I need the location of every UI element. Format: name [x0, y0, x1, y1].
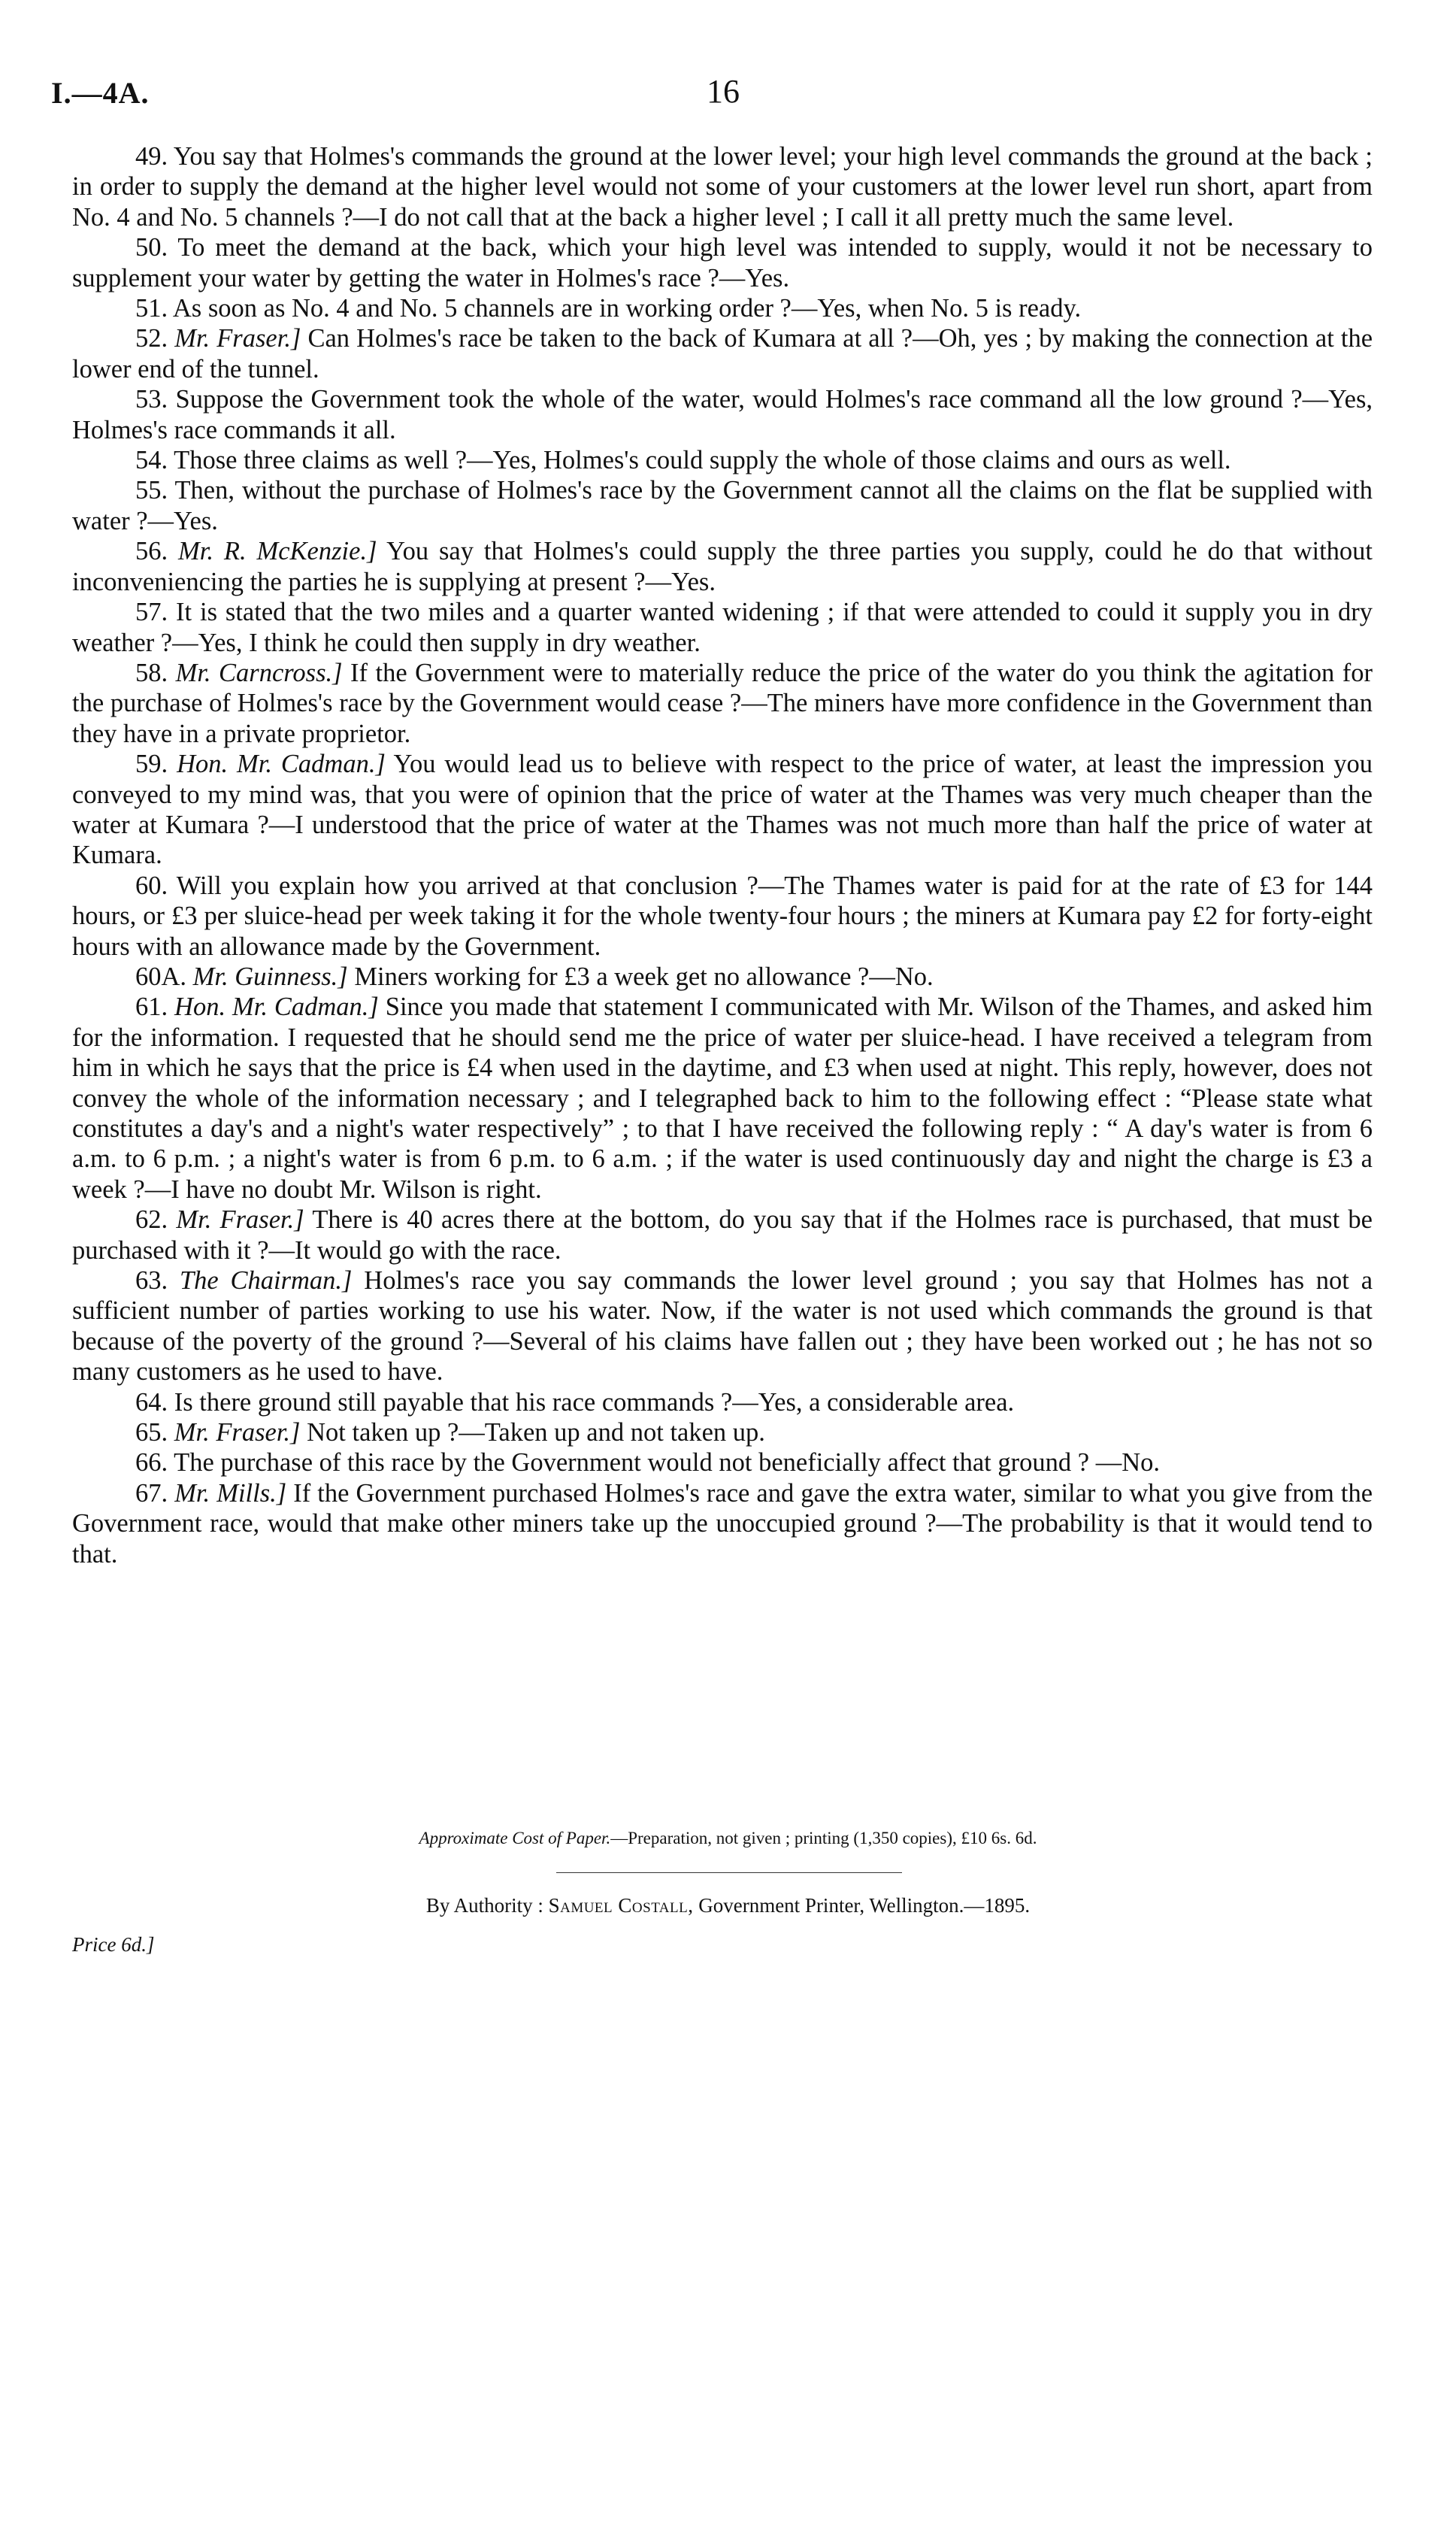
question-text: Will you explain how you arrived at that conclusion ?—The Thames water is paid for at the rate of £3 for 144 hours, or £3 per sluice-head per week taking it for the whole twenty-four hours ; the miners at Kumara pay £2 for forty-eight hours with an allowance made by the Government. — [72, 871, 1373, 961]
question-text: Is there ground still payable that his race commands ?—Yes, a considerable area. — [174, 1387, 1015, 1417]
speaker-name: Mr. Carncross.] — [175, 658, 343, 687]
question-text: Miners working for £3 a week get no allowance ?—No. — [354, 962, 934, 991]
question-number: 49. — [135, 142, 168, 171]
cost-label: Approximate Cost of Paper. — [419, 1829, 611, 1847]
question-text: Then, without the purchase of Holmes's race by the Government cannot all the claims on the flat be supplied with water ?—Yes. — [72, 476, 1373, 535]
printer-authority-line — [0, 1894, 1456, 1917]
footer-divider — [556, 1872, 902, 1873]
question-number: 54. — [135, 446, 168, 475]
question-number: 50. — [135, 233, 168, 262]
question-text: Holmes's race you say commands the lower level ground ; you say that Holmes has not a sufficient number of parties working to use his water. Now, if the water is not used which commands the ground is that because of the poverty of the ground ?—Several of his claims have fallen out ; they have been worked out ; he has not so many customers as he used to have. — [72, 1266, 1373, 1387]
question-paragraph — [72, 658, 1373, 749]
authority-prefix: By Authority : — [425, 1894, 543, 1917]
question-paragraph — [72, 323, 1373, 384]
question-paragraph — [72, 962, 1373, 992]
question-paragraph — [72, 536, 1373, 597]
question-number: 58. — [135, 658, 168, 687]
question-text: There is 40 acres there at the bottom, do you say that if the Holmes race is purchased, that must be purchased with it ?—It would go with the race. — [72, 1205, 1373, 1265]
question-text: Those three claims as well ?—Yes, Holmes's could supply the whole of those claims and ours as well. — [174, 446, 1231, 475]
question-text: To meet the demand at the back, which your high level was intended to supply, would it not be necessary to supplement your water by getting the water in Holmes's race ?—Yes. — [72, 233, 1373, 292]
question-paragraph — [72, 1387, 1373, 1417]
question-paragraph — [72, 1265, 1373, 1387]
question-number: 59. — [135, 750, 168, 779]
printer-name: Samuel Costall, — [548, 1894, 694, 1917]
question-number: 62. — [135, 1205, 168, 1235]
question-number: 51. — [135, 294, 168, 323]
question-text: If the Government purchased Holmes's race and gave the extra water, similar to what you give from the Government race, would that make other miners take up the unoccupied ground ?—The probability is that it would tend to that. — [72, 1478, 1373, 1569]
document-reference: I.—4A. — [51, 76, 150, 110]
page-number: 16 — [707, 73, 740, 110]
cost-text: —Preparation, not given ; printing (1,350 copies), £10 6s. 6d. — [610, 1829, 1037, 1847]
question-number: 56. — [135, 537, 168, 566]
question-paragraph — [72, 1447, 1373, 1478]
question-text: Suppose the Government took the whole of the water, would Holmes's race command all the low ground ?—Yes, Holmes's race commands it all. — [72, 385, 1373, 444]
speaker-name: Hon. Mr. Cadman.] — [177, 750, 386, 779]
question-text: You say that Holmes's could supply the three parties you supply, could he do that without inconveniencing the parties he is supplying at present ?—Yes. — [72, 537, 1373, 596]
question-paragraph — [72, 597, 1373, 658]
question-number: 65. — [135, 1418, 168, 1447]
question-text: You say that Holmes's commands the ground at the lower level; your high level commands the ground at the back ; in order to supply the demand at the higher level would not some of your customers at the lower level run short, apart from No. 4 and No. 5 channels ?—I do not call that at the back a higher level ; I call it all pretty much the same level. — [72, 142, 1373, 232]
question-paragraph — [72, 293, 1373, 323]
question-text: You would lead us to believe with respect to the price of water, at least the impression you conveyed to my mind was, that you were of opinion that the price of water at the Thames was very much cheaper than the water at Kumara ?—I understood that the price of water at the Thames was not much more than half the price of water at Kumara. — [72, 750, 1373, 870]
question-number: 64. — [135, 1387, 168, 1417]
question-text: If the Government were to materially reduce the price of the water do you think the agitation for the purchase of Holmes's race by the Government would cease ?—The miners have more confidence in the Government than they have in a private proprietor. — [72, 658, 1373, 748]
speaker-name: Mr. Guinness.] — [192, 962, 348, 991]
speaker-name: Mr. Fraser.] — [174, 324, 301, 353]
question-paragraph — [72, 871, 1373, 962]
question-paragraph — [72, 1417, 1373, 1447]
question-text: As soon as No. 4 and No. 5 channels are in working order ?—Yes, when No. 5 is ready. — [172, 294, 1082, 323]
question-number: 52. — [135, 324, 168, 353]
question-number: 53. — [135, 385, 168, 414]
question-text: Can Holmes's race be taken to the back of Kumara at all ?—Oh, yes ; by making the connection at the lower end of the tunnel. — [72, 324, 1373, 383]
question-text: It is stated that the two miles and a quarter wanted widening ; if that were attended to could it supply you in dry weather ?—Yes, I think he could then supply in dry weather. — [72, 598, 1373, 657]
question-number: 60. — [135, 871, 168, 900]
speaker-name: Mr. Fraser.] — [176, 1205, 304, 1235]
speaker-name: Hon. Mr. Cadman.] — [174, 993, 379, 1022]
speaker-name: The Chairman.] — [179, 1266, 353, 1296]
question-number: 57. — [135, 598, 168, 627]
question-text: Not taken up ?—Taken up and not taken up. — [307, 1418, 765, 1447]
speaker-name: Mr. Fraser.] — [174, 1418, 301, 1447]
question-paragraph — [72, 384, 1373, 445]
speaker-name: Mr. Mills.] — [174, 1478, 287, 1508]
question-paragraph — [72, 1205, 1373, 1265]
cost-of-paper-note — [0, 1829, 1456, 1848]
question-number: 67. — [135, 1478, 168, 1508]
question-number: 61. — [135, 993, 168, 1022]
question-number: 60A. — [135, 962, 187, 991]
speaker-name: Mr. R. McKenzie.] — [178, 537, 377, 566]
question-paragraph — [72, 475, 1373, 536]
question-text: The purchase of this race by the Government would not beneficially affect that ground ? —No. — [174, 1448, 1160, 1478]
price-label: Price 6d.] — [72, 1933, 155, 1956]
question-number: 63. — [135, 1266, 168, 1296]
question-number: 55. — [135, 476, 168, 505]
question-number: 66. — [135, 1448, 168, 1478]
question-paragraph — [72, 1478, 1373, 1569]
question-paragraph — [72, 749, 1373, 871]
evidence-body — [72, 141, 1373, 1569]
question-paragraph — [72, 141, 1373, 232]
question-paragraph — [72, 992, 1373, 1205]
authority-suffix: Government Printer, Wellington.—1895. — [698, 1894, 1031, 1917]
question-paragraph — [72, 445, 1373, 475]
question-text: Since you made that statement I communicated with Mr. Wilson of the Thames, and asked him for the information. I requested that he should send me the price of water per sluice-head. I have received a telegram from him in which he says that the price is £4 when used in the daytime, and £3 when used at night. This reply, however, does not convey the whole of the information necessary ; and I telegraphed back to him to the following effect : “Please state what constitutes a day's and a night's water respectively” ; to that I have received the following reply : “ A day's water is from 6 a.m. to 6 p.m. ; a night's water is from 6 p.m. to 6 a.m. ; if the water is used continuously day and night the charge is £3 a week ?—I have no doubt Mr. Wilson is right. — [72, 993, 1373, 1204]
question-paragraph — [72, 232, 1373, 293]
